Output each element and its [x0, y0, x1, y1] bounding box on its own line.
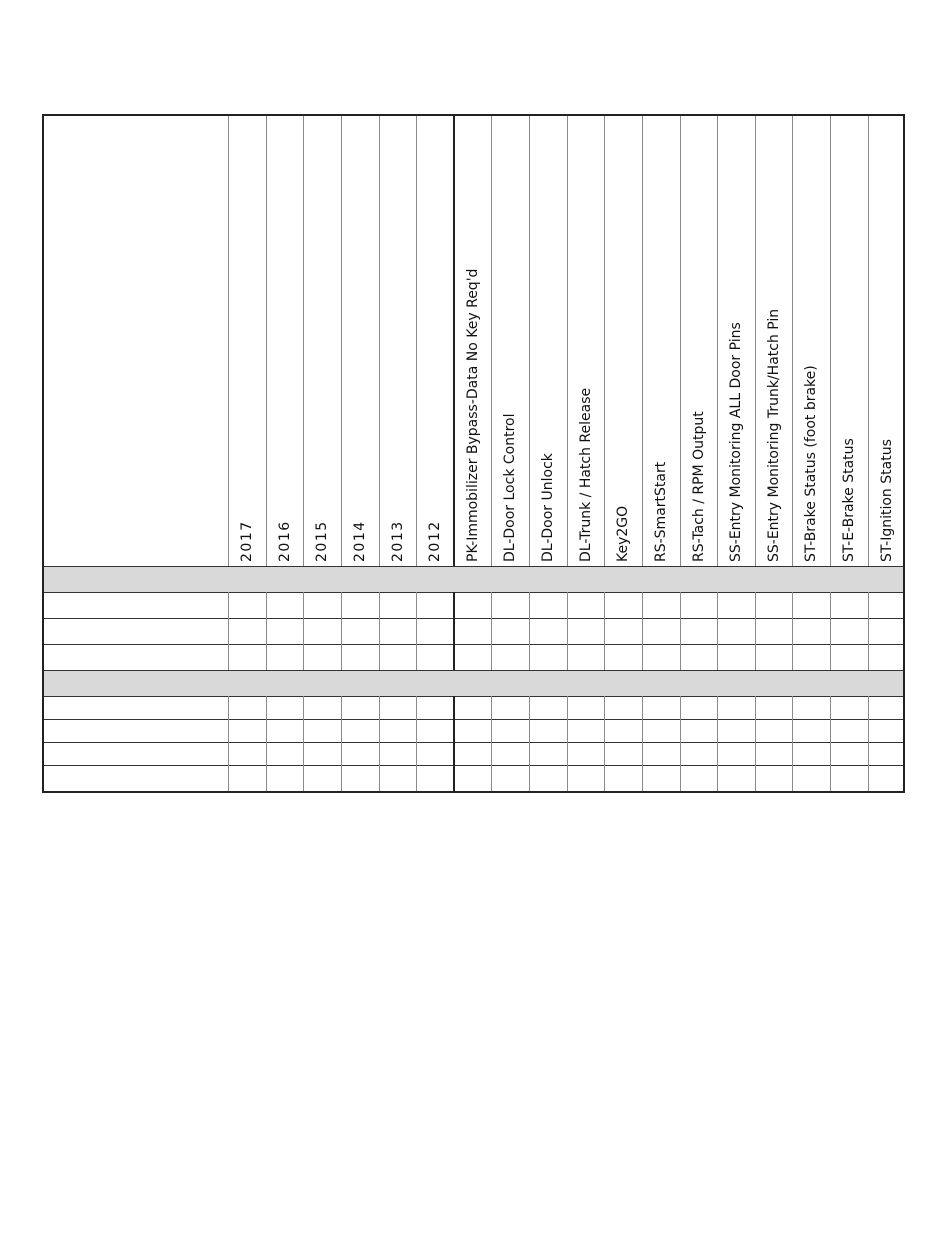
feature-header: ST-Ignition Status — [878, 439, 895, 562]
column-divider — [717, 116, 718, 566]
table-row — [44, 644, 228, 670]
column-divider — [266, 696, 267, 791]
row-divider — [44, 592, 903, 593]
column-divider — [830, 696, 831, 791]
feature-header: RS-SmartStart — [652, 461, 669, 562]
feature-header: PK-Immobilizer Bypass-Data No Key Req'd — [464, 268, 481, 562]
table-row — [44, 696, 228, 719]
column-divider — [228, 116, 229, 566]
row-divider — [44, 719, 903, 720]
column-divider — [830, 592, 831, 670]
column-divider — [680, 592, 681, 670]
column-divider — [868, 696, 869, 791]
column-divider — [416, 696, 417, 791]
table-row — [44, 719, 228, 742]
column-divider — [604, 592, 605, 670]
column-divider — [604, 116, 605, 566]
year-header: 2012 — [427, 520, 444, 562]
feature-header: Key2GO — [615, 505, 632, 562]
column-divider — [755, 592, 756, 670]
column-divider — [717, 696, 718, 791]
column-divider — [567, 696, 568, 791]
row-divider — [44, 696, 903, 697]
table-row — [44, 592, 228, 618]
feature-header: RS-Tach / RPM Output — [690, 411, 707, 562]
column-divider — [416, 592, 417, 670]
section-band — [44, 566, 903, 592]
column-divider — [228, 696, 229, 791]
column-divider — [303, 592, 304, 670]
feature-header: ST-Brake Status (foot brake) — [803, 365, 820, 562]
column-divider — [792, 592, 793, 670]
column-divider — [303, 116, 304, 566]
compatibility-grid — [42, 114, 905, 793]
row-divider — [44, 644, 903, 645]
feature-header: ST-E-Brake Status — [841, 438, 857, 562]
column-divider — [868, 592, 869, 670]
year-header: 2013 — [389, 520, 406, 562]
column-divider — [266, 116, 267, 566]
feature-header: SS-Entry Monitoring ALL Door Pins — [728, 322, 745, 562]
column-divider — [416, 116, 417, 566]
table-row — [44, 765, 228, 787]
section-band — [44, 670, 903, 696]
year-header: 2015 — [314, 520, 331, 562]
column-divider — [792, 696, 793, 791]
column-divider — [680, 116, 681, 566]
row-divider — [44, 670, 903, 671]
column-divider — [680, 696, 681, 791]
column-divider — [642, 592, 643, 670]
column-divider — [228, 592, 229, 670]
column-divider — [868, 116, 869, 566]
column-divider — [755, 696, 756, 791]
feature-header: SS-Entry Monitoring Trunk/Hatch Pin — [765, 308, 782, 562]
year-header: 2014 — [351, 520, 368, 562]
year-feature-divider — [453, 592, 455, 670]
column-divider — [567, 592, 568, 670]
table-row — [44, 742, 228, 765]
feature-header: DL-Door Lock Control — [502, 413, 519, 562]
column-divider — [642, 696, 643, 791]
year-header: 2017 — [239, 520, 255, 562]
column-divider — [604, 696, 605, 791]
column-divider — [379, 116, 380, 566]
feature-header: DL-Trunk / Hatch Release — [577, 387, 594, 562]
table-row — [44, 618, 228, 644]
column-divider — [266, 592, 267, 670]
column-divider — [341, 116, 342, 566]
column-divider — [567, 116, 568, 566]
column-divider — [792, 116, 793, 566]
column-divider — [379, 696, 380, 791]
column-divider — [303, 696, 304, 791]
column-divider — [642, 116, 643, 566]
column-divider — [491, 592, 492, 670]
column-divider — [491, 116, 492, 566]
year-header: 2016 — [276, 520, 293, 562]
row-divider — [44, 742, 903, 743]
column-divider — [529, 592, 530, 670]
column-divider — [717, 592, 718, 670]
row-divider — [44, 566, 903, 567]
row-divider — [44, 765, 903, 766]
column-divider — [379, 592, 380, 670]
column-divider — [529, 116, 530, 566]
column-divider — [830, 116, 831, 566]
column-divider — [529, 696, 530, 791]
column-divider — [341, 696, 342, 791]
column-divider — [491, 696, 492, 791]
column-divider — [755, 116, 756, 566]
column-divider — [341, 592, 342, 670]
year-feature-divider — [453, 116, 455, 566]
feature-header: DL-Door Unlock — [540, 453, 556, 562]
row-divider — [44, 618, 903, 619]
year-feature-divider — [453, 696, 455, 791]
